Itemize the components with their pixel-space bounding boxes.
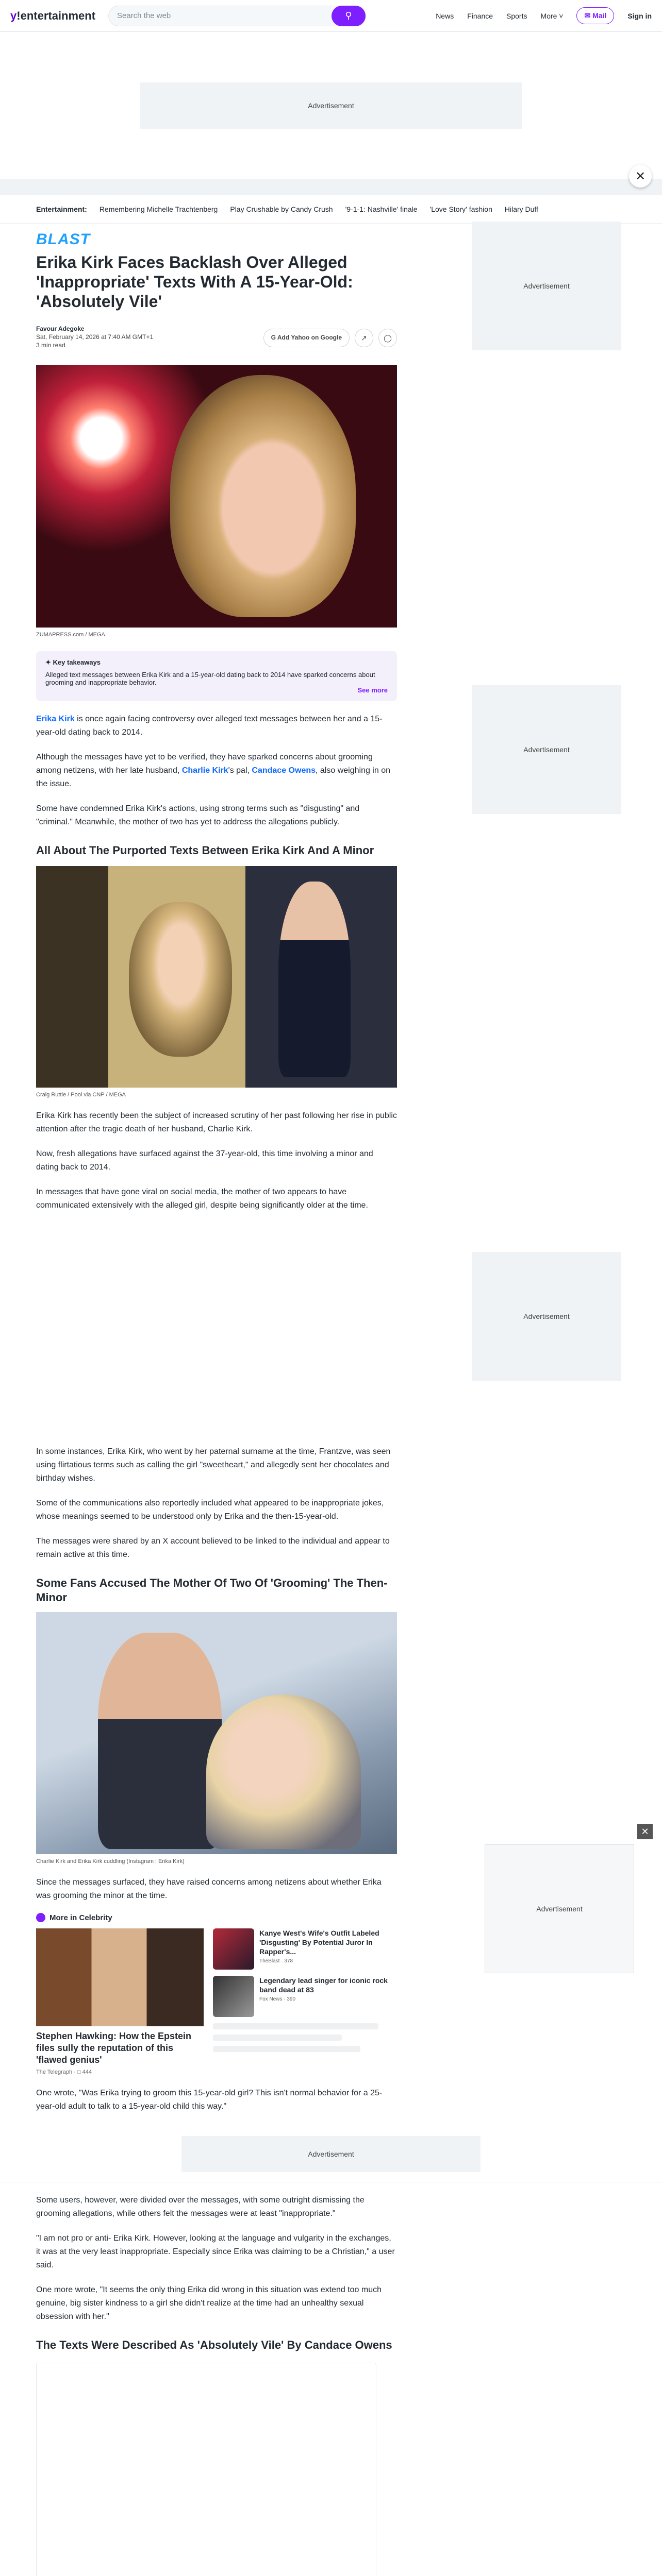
source-name: Fox News — [259, 1996, 283, 2002]
nav-news[interactable]: News — [436, 11, 454, 20]
erika-kirk-link[interactable]: Erika Kirk — [36, 715, 75, 723]
hero-caption: ZUMAPRESS.com / MEGA — [36, 632, 105, 638]
paragraph — [36, 713, 397, 739]
rail-ad[interactable]: Advertisement — [472, 1252, 621, 1381]
search-placeholder: Search the web — [117, 11, 171, 20]
candace-owens-link[interactable]: Candace Owens — [252, 766, 316, 775]
trending-item[interactable]: Play Crushable by Candy Crush — [230, 205, 333, 213]
yahoo-entertainment-logo[interactable]: y!entertainment — [10, 9, 96, 22]
rail-ad[interactable]: Advertisement — [472, 222, 621, 350]
social-embed[interactable] — [36, 2363, 376, 2576]
author-name[interactable]: Favour Adegoke — [36, 325, 85, 332]
mail-button[interactable]: ✉ Mail — [576, 7, 614, 24]
trending-item[interactable]: 'Love Story' fashion — [429, 205, 492, 213]
celebrity-heading — [36, 1913, 397, 1922]
signin-link[interactable]: Sign in — [627, 11, 652, 20]
share-icon[interactable]: ↗ — [355, 329, 373, 347]
celebrity-feature-image — [36, 1928, 204, 2026]
paragraph: Now, fresh allegations have surfaced against the 37-year-old, this time involving a minor and dating back to 2014. — [36, 1149, 373, 1172]
more-in-celebrity — [36, 1913, 397, 2075]
key-takeaways — [36, 651, 397, 701]
trending-item[interactable]: Hilary Duff — [504, 205, 538, 213]
paragraph — [36, 751, 397, 791]
top-ad[interactable]: Advertisement — [140, 82, 522, 129]
nav-sports[interactable]: Sports — [506, 11, 527, 20]
list-item-title: Legendary lead singer for iconic rock band dead at 83 — [259, 1976, 388, 1994]
section-heading: Some Fans Accused The Mother Of Two Of 'Grooming' The Then-Minor — [36, 1577, 388, 1604]
nav-more-label: More — [540, 11, 557, 20]
paragraph: One wrote, "Was Erika trying to groom this 15-year-old girl? This isn't normal behavior for a 25-year-old adult to talk to a 15-year-old child this way." — [36, 2089, 383, 2111]
paragraph: Some of the communications also reportedly included what appeared to be inappropriate jokes, whose meanings seemed to be understood only by Erika and the then-15-year-old. — [36, 1499, 384, 1521]
add-google-label: Add Yahoo on Google — [277, 334, 342, 341]
mid-ad[interactable]: Advertisement — [181, 2136, 481, 2172]
list-item-source: TheBlast · 378 — [259, 1958, 293, 1964]
publisher-logo[interactable]: BLAST — [36, 231, 90, 248]
celebrity-grid — [36, 1928, 397, 2075]
key-takeaways-text: Alleged text messages between Erika Kirk and a 15-year-old dating back to 2014 have sparked concerns about grooming and inappropriate behavior. — [45, 671, 375, 686]
loading-placeholder — [213, 2035, 342, 2041]
article-image — [36, 1612, 397, 1854]
page-body — [0, 224, 662, 2576]
paragraph: Some have condemned Erika Kirk's actions, using strong terms such as "disgusting" and "criminal." Meanwhile, the mother of two has yet to address the allegations publicly. — [36, 804, 360, 826]
trending-item[interactable]: Remembering Michelle Trachtenberg — [99, 205, 218, 213]
top-bar — [0, 0, 662, 32]
chevron-down-icon: ˅ — [559, 11, 564, 20]
divider-strip — [0, 179, 662, 195]
read-time: 3 min read — [36, 342, 65, 349]
paragraph: Some users, however, were divided over the messages, with some outright dismissing the grooming allegations, while others felt the messages were at least "inappropriate." — [36, 2196, 365, 2218]
logo-text: entertainment — [20, 9, 96, 22]
source-name: The Telegraph — [36, 2069, 73, 2075]
celebrity-heading-text: More in Celebrity — [49, 1913, 112, 1922]
source-name: TheBlast — [259, 1958, 280, 1964]
close-icon[interactable]: ✕ — [629, 165, 652, 188]
paragraph: "I am not pro or anti- Erika Kirk. However, looking at the language and vulgarity in the exchanges, it was at the very least inappropriate. Especially since Erika was claiming to be a Christian," a user said. — [36, 2234, 395, 2269]
celebrity-list — [213, 1928, 397, 2075]
paragraph: In messages that have gone viral on social media, the mother of two appears to have communicated extensively with the alleged girl, despite being significantly older at the time. — [36, 1188, 368, 1210]
comment-count: 378 — [284, 1958, 293, 1964]
comment-count: 390 — [287, 1996, 296, 2002]
list-item-thumb — [213, 1928, 254, 1970]
list-item-thumb — [213, 1976, 254, 2017]
nav-finance[interactable]: Finance — [467, 11, 493, 20]
top-nav — [436, 7, 652, 24]
article-title: Erika Kirk Faces Backlash Over Alleged 'Inappropriate' Texts With A 15-Year-Old: 'Absolutely Vile' — [36, 253, 353, 311]
list-item-source: Fox News · 390 — [259, 1996, 296, 2002]
trending-item[interactable]: '9-1-1: Nashville' finale — [345, 205, 418, 213]
logo-prefix: y — [10, 9, 17, 22]
ad-spacer — [36, 1212, 397, 1434]
rail-ad[interactable]: Advertisement — [472, 685, 621, 814]
sticky-rail-ad[interactable]: Advertisement — [485, 1844, 634, 1973]
image-caption: Charlie Kirk and Erika Kirk cuddling (Instagram | Erika Kirk) — [36, 1858, 185, 1865]
paragraph: Since the messages surfaced, they have raised concerns among netizens about whether Erika was grooming the minor at the time. — [36, 1878, 382, 1900]
celebrity-feature-title: Stephen Hawking: How the Epstein files sully the reputation of this 'flawed genius' — [36, 2031, 192, 2065]
image-subject — [129, 902, 232, 1057]
paragraph: The messages were shared by an X account believed to be linked to the individual and appear to remain active at this time. — [36, 1537, 390, 1559]
paragraph-text: is once again facing controversy over alleged text messages between her and a 15-year-old dating back to 2014. — [36, 715, 383, 737]
top-ad-zone — [0, 32, 662, 179]
article — [36, 224, 397, 2576]
paragraph-text: Although the messages have yet to be verified, they have sparked concerns about grooming among netizens, with her late husband, — [36, 753, 373, 775]
add-google-button[interactable]: G Add Yahoo on Google — [263, 329, 350, 347]
paragraph-text: 's pal, — [228, 766, 252, 775]
trending-label: Entertainment: — [36, 205, 87, 213]
comment-icon[interactable]: ◯ — [378, 329, 397, 347]
key-takeaways-title-text: Key takeaways — [53, 658, 101, 666]
close-ad-icon[interactable]: ✕ — [637, 1824, 653, 1839]
loading-placeholder — [213, 2023, 378, 2029]
celebrity-icon — [36, 1913, 45, 1922]
mid-ad-zone — [0, 2126, 662, 2182]
byline — [36, 325, 397, 354]
hero-image — [36, 365, 397, 628]
paragraph: One more wrote, "It seems the only thing Erika did wrong in this situation was extend too much genuine, big sister kindness to a girl she didn't realize at the time had an unhealthy sexual obsession with her." — [36, 2285, 382, 2321]
image-subject — [206, 1694, 361, 1849]
celebrity-feature[interactable] — [36, 1928, 204, 2075]
article-actions — [263, 329, 397, 347]
trending-bar — [0, 195, 662, 224]
list-item-title: Kanye West's Wife's Outfit Labeled 'Disgusting' By Potential Juror In Rapper's... — [259, 1929, 379, 1956]
image-caption: Craig Ruttle / Pool via CNP / MEGA — [36, 1092, 126, 1098]
section-heading: The Texts Were Described As 'Absolutely Vile' By Candace Owens — [36, 2338, 392, 2351]
key-takeaways-title — [45, 658, 388, 667]
image-subject — [278, 882, 351, 1077]
nav-more[interactable] — [540, 12, 563, 20]
charlie-kirk-link[interactable]: Charlie Kirk — [181, 766, 228, 775]
loading-placeholder — [213, 2046, 360, 2052]
search-input[interactable] — [108, 6, 366, 26]
comment-count: 444 — [82, 2069, 92, 2075]
list-item[interactable] — [213, 1928, 397, 1970]
publish-date: Sat, February 14, 2026 at 7:40 AM GMT+1 — [36, 333, 154, 341]
celebrity-feature-source: The Telegraph · □ 444 — [36, 2069, 92, 2075]
paragraph-text: , also weighing in on the issue. — [36, 766, 390, 788]
list-item[interactable] — [213, 1976, 397, 2017]
mail-label: Mail — [592, 11, 607, 20]
sparkle-icon: ✦ — [45, 658, 51, 666]
see-more-button[interactable]: See more — [357, 686, 388, 694]
paragraph: Erika Kirk has recently been the subject of increased scrutiny of her past following her rise in public attention after the tragic death of her husband, Charlie Kirk. — [36, 1111, 397, 1133]
comment-icon: □ — [77, 2069, 81, 2075]
image-subject — [98, 1633, 222, 1849]
section-heading: All About The Purported Texts Between Erika Kirk And A Minor — [36, 844, 374, 857]
paragraph: In some instances, Erika Kirk, who went by her paternal surname at the time, Frantzve, was seen using flirtatious terms such as calling the girl "sweetheart," and allegedly sent her chocolates and birthday wishes. — [36, 1447, 391, 1483]
search-icon[interactable]: ⚲ — [332, 6, 366, 26]
article-image — [36, 866, 397, 1088]
hero-subject — [170, 375, 356, 617]
